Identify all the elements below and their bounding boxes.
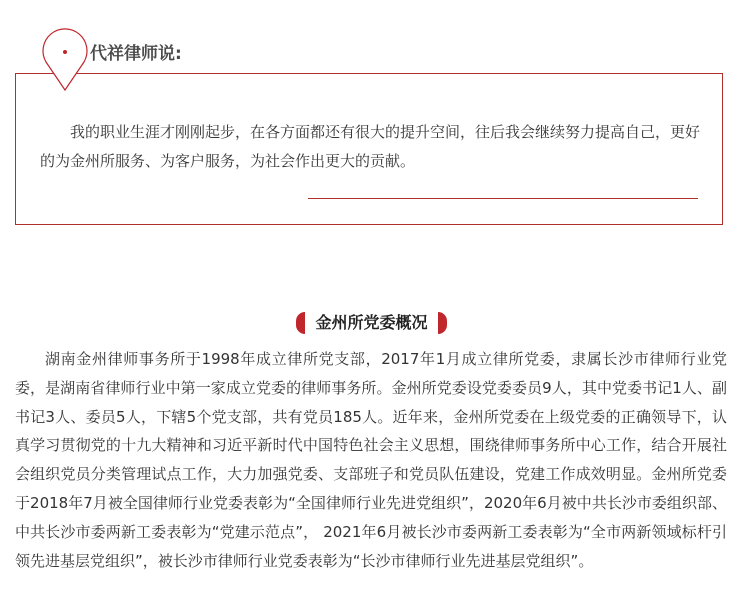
title-cap-right [438, 312, 447, 334]
quote-divider [308, 198, 698, 199]
quote-heading: 代祥律师说: [88, 44, 188, 64]
location-pin-icon [40, 22, 90, 92]
section-paragraph: 湖南金州律师事务所于1998年成立律所党支部，2017年1月成立律所党委，隶属长沙市律师行业党委，是湖南省律师行业中第一家成立党委的律师事务所。金州所党委设党委委员9人，其中党委书记1人、副书记3人、委员5人，下辖5个党支部，共有党员185人。近年来，金州所党委在上级党委的正确领导下，认真学习贯彻党的十九大精神和习近平新时代中国特色社会主义思想，围绕律师事务所中心工作，结合开展社会组织党员分类管理试点工作，大力加强党委、支部班子和党员队伍建设，党建工作成效明显。金州所党委于2018年7月被全国律师行业党委表彰为“全国律师行业先进党组织”，2020年6月被中共长沙市委组织部、中共长沙市委两新工委表彰为“党建示范点”， 2021年6月被长沙市委两新工委表彰为“全市两新领域标杆引领先进基层党组织”，被长沙市律师行业党委表彰为“长沙市律师行业先进基层党组织”。 [15, 350, 727, 570]
section-header [0, 311, 743, 335]
quote-text: 我的职业生涯才刚刚起步，在各方面都还有很大的提升空间，往后我会继续努力提高自己，更好的为金州所服务、为客户服务，为社会作出更大的贡献。 [40, 123, 701, 170]
title-cap-left [296, 312, 305, 334]
section-title: 金州所党委概况 [315, 313, 428, 332]
quote-box [15, 73, 723, 225]
